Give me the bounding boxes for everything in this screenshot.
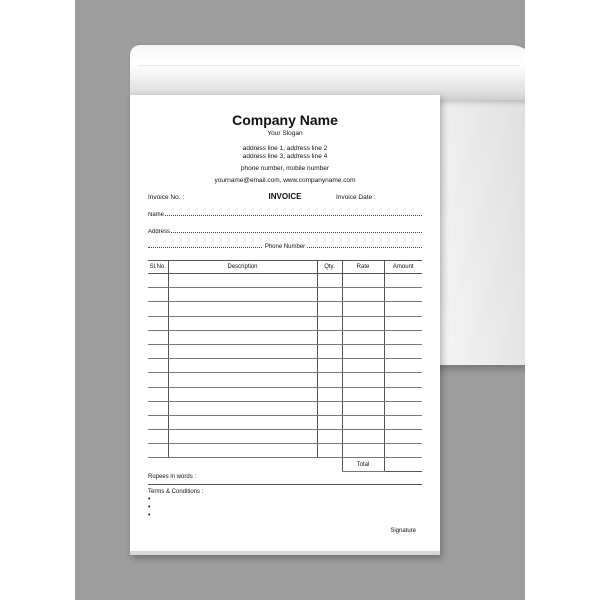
terms-bullet: •	[148, 504, 151, 511]
company-slogan: Your Slogan	[267, 130, 303, 137]
name-label: Name	[148, 212, 165, 218]
qty-cell[interactable]	[317, 302, 342, 316]
qty-cell[interactable]	[317, 401, 342, 415]
address-field[interactable]	[148, 229, 422, 235]
table-row	[148, 344, 422, 358]
slno-cell[interactable]	[148, 359, 168, 373]
table-row	[148, 415, 422, 429]
total-amount-cell[interactable]	[384, 458, 422, 472]
qty-cell[interactable]	[317, 274, 342, 288]
address-line-2: address line 3, address line 4	[242, 153, 328, 160]
name-field[interactable]	[148, 212, 422, 218]
qty-cell[interactable]	[317, 288, 342, 302]
table-row	[148, 288, 422, 302]
slno-cell[interactable]	[148, 444, 168, 458]
description-cell[interactable]	[168, 344, 317, 358]
web-info: yourname@email.com, www.companyname.com	[214, 177, 356, 184]
phone-number-field[interactable]	[148, 244, 422, 250]
table-row	[148, 316, 422, 330]
terms-bullet: •	[148, 512, 151, 519]
amount-cell[interactable]	[384, 387, 422, 401]
table-row	[148, 401, 422, 415]
amount-cell[interactable]	[384, 401, 422, 415]
slno-cell[interactable]	[148, 387, 168, 401]
description-cell[interactable]	[168, 444, 317, 458]
signature-label: Signature	[390, 528, 416, 534]
address-dotted-line	[148, 232, 422, 233]
total-spacer	[148, 458, 168, 472]
amount-cell[interactable]	[384, 359, 422, 373]
description-cell[interactable]	[168, 316, 317, 330]
phone-info: phone number, mobile number	[240, 165, 330, 172]
amount-cell[interactable]	[384, 344, 422, 358]
amount-cell[interactable]	[384, 373, 422, 387]
amount-cell[interactable]	[384, 288, 422, 302]
rate-cell[interactable]	[342, 288, 384, 302]
terms-label: Terms & Conditions :	[148, 489, 204, 495]
column-header-rate: Rate	[342, 261, 384, 274]
rate-cell[interactable]	[342, 401, 384, 415]
rupees-in-words-label: Rupees in words :	[148, 474, 197, 480]
table-row	[148, 444, 422, 458]
amount-cell[interactable]	[384, 302, 422, 316]
slno-cell[interactable]	[148, 330, 168, 344]
table-row	[148, 359, 422, 373]
invoice-page	[130, 95, 440, 555]
phone-number-label: Phone Number	[264, 244, 306, 250]
table-header-row	[148, 261, 422, 274]
amount-cell[interactable]	[384, 430, 422, 444]
name-dotted-line	[148, 215, 422, 216]
invoice-title: INVOICE	[268, 192, 302, 201]
terms-bullet: •	[148, 496, 151, 503]
slno-cell[interactable]	[148, 288, 168, 302]
description-cell[interactable]	[168, 359, 317, 373]
rupees-in-words[interactable]	[148, 474, 422, 485]
address-line-1: address line 1, address line 2	[242, 145, 328, 152]
invoice-date-label: Invoice Date :	[336, 194, 376, 201]
amount-cell[interactable]	[384, 444, 422, 458]
table-row	[148, 274, 422, 288]
description-cell[interactable]	[168, 401, 317, 415]
address-label: Address	[148, 229, 171, 235]
description-cell[interactable]	[168, 274, 317, 288]
table-row	[148, 302, 422, 316]
description-cell[interactable]	[168, 415, 317, 429]
rate-cell[interactable]	[342, 430, 384, 444]
amount-cell[interactable]	[384, 316, 422, 330]
description-cell[interactable]	[168, 373, 317, 387]
rate-cell[interactable]	[342, 274, 384, 288]
rate-cell[interactable]	[342, 444, 384, 458]
description-cell[interactable]	[168, 430, 317, 444]
qty-cell[interactable]	[317, 373, 342, 387]
amount-cell[interactable]	[384, 274, 422, 288]
qty-cell[interactable]	[317, 359, 342, 373]
slno-cell[interactable]	[148, 302, 168, 316]
table-row	[148, 430, 422, 444]
slno-cell[interactable]	[148, 344, 168, 358]
description-cell[interactable]	[168, 302, 317, 316]
background	[75, 0, 525, 600]
qty-cell[interactable]	[317, 330, 342, 344]
total-row	[148, 458, 422, 472]
qty-cell[interactable]	[317, 387, 342, 401]
slno-cell[interactable]	[148, 415, 168, 429]
qty-cell[interactable]	[317, 430, 342, 444]
description-cell[interactable]	[168, 288, 317, 302]
rate-cell[interactable]	[342, 316, 384, 330]
company-name: Company Name	[232, 112, 338, 128]
amount-cell[interactable]	[384, 415, 422, 429]
column-header-qty: Qty.	[317, 261, 342, 274]
table-row	[148, 387, 422, 401]
column-header-amount: Amount	[384, 261, 422, 274]
pad-binding	[130, 45, 525, 100]
table-row	[148, 330, 422, 344]
rate-cell[interactable]	[342, 373, 384, 387]
total-spacer	[168, 458, 317, 472]
slno-cell[interactable]	[148, 373, 168, 387]
rate-cell[interactable]	[342, 415, 384, 429]
amount-cell[interactable]	[384, 330, 422, 344]
slno-cell[interactable]	[148, 430, 168, 444]
table-row	[148, 373, 422, 387]
qty-cell[interactable]	[317, 444, 342, 458]
slno-cell[interactable]	[148, 401, 168, 415]
page-stack-edge	[130, 551, 440, 555]
invoice-number-label: Invoice No. :	[148, 194, 185, 201]
slno-cell[interactable]	[148, 274, 168, 288]
description-cell[interactable]	[168, 387, 317, 401]
qty-cell[interactable]	[317, 415, 342, 429]
rate-cell[interactable]	[342, 359, 384, 373]
invoice-row	[148, 192, 422, 204]
total-label: Total	[342, 458, 384, 472]
total-spacer	[317, 458, 342, 472]
qty-cell[interactable]	[317, 316, 342, 330]
column-header-description: Description	[168, 261, 317, 274]
rate-cell[interactable]	[342, 330, 384, 344]
items-table	[148, 260, 422, 472]
qty-cell[interactable]	[317, 344, 342, 358]
rate-cell[interactable]	[342, 344, 384, 358]
description-cell[interactable]	[168, 330, 317, 344]
rate-cell[interactable]	[342, 302, 384, 316]
slno-cell[interactable]	[148, 316, 168, 330]
rate-cell[interactable]	[342, 387, 384, 401]
column-header-slno: Sl.No.	[148, 261, 168, 274]
